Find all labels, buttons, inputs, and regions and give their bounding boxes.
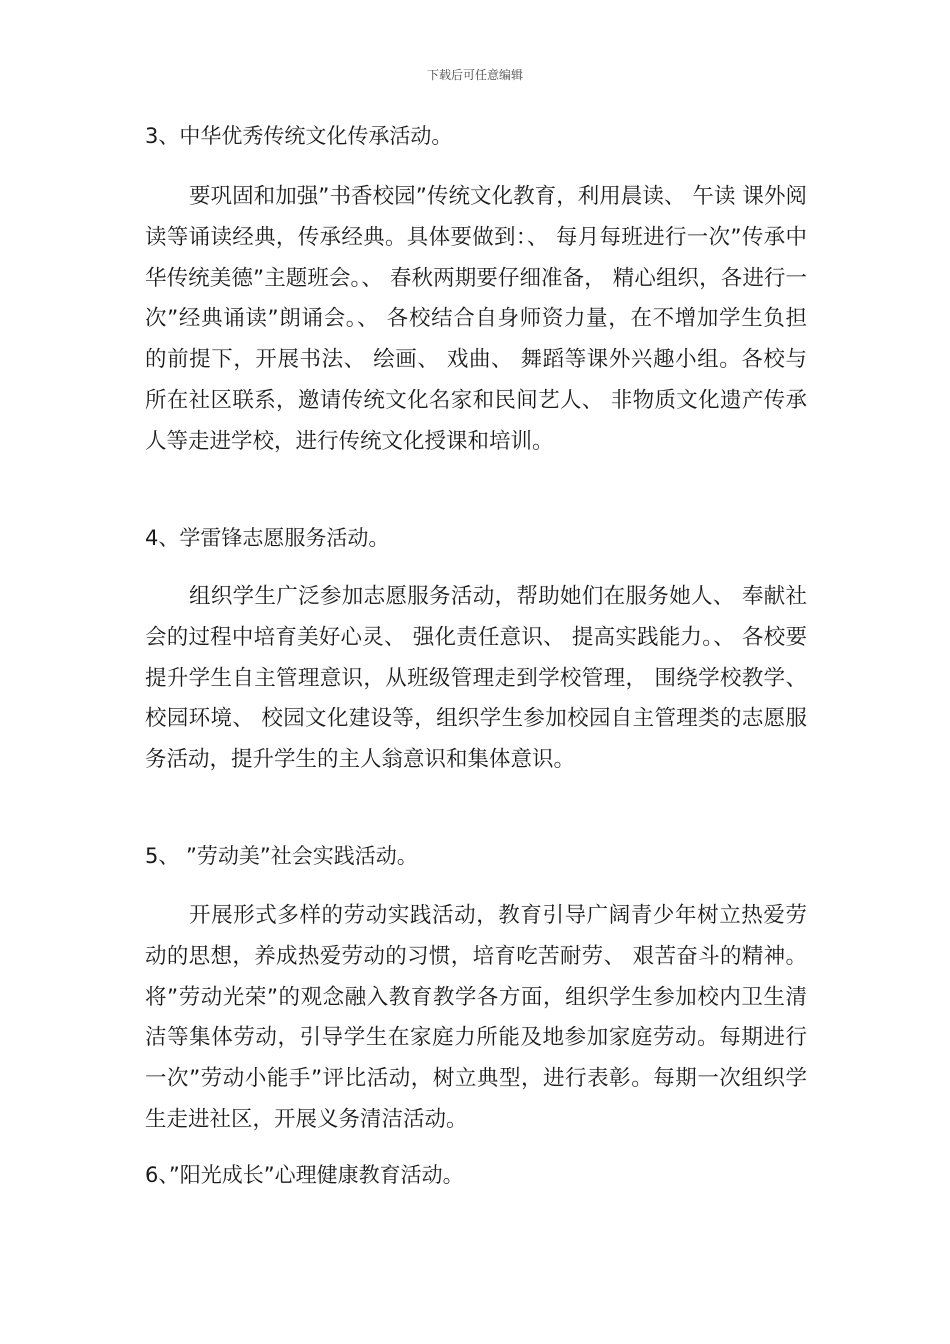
section-4-paragraph: 组织学生广泛参加志愿服务活动，帮助她们在服务她人、 奉献社会的过程中培育美好心灵、 强化责任意识、 提高实践能力。、 各校要提升学生自主管理意识，从班级管理走到学校管理， 围绕学校教学、 校园环境、 校园文化建设等，组织学生参加校园自主管理类的志愿服务活动，提升学生的主人翁意识和集体意识。	[145, 584, 807, 773]
section-3-heading: 3、中华优秀传统文化传承活动。	[145, 124, 453, 148]
header-note: 下载后可任意编辑	[426, 68, 523, 82]
section-5-heading: 5、 ”劳动美”社会实践活动。	[145, 844, 418, 868]
section-3-paragraph: 要巩固和加强”书香校园”传统文化教育，利用晨读、 午读 课外阅读等诵读经典，传承经典。具体要做到：、 每月每班进行一次”传承中华传统美德”主题班会。、 春秋两期要仔细准备， 精心组织，各进行一次”经典诵读”朗诵会。、 各校结合自身师资力量，在不增加学生负担的前提下，开展书法、 绘画、 戏曲、 舞蹈等课外兴趣小组。各校与所在社区联系，邀请传统文化名家和民间艺人、 非物质文化遗产传承人等走进学校，进行传统文化授课和培训。	[145, 184, 807, 454]
section-5-paragraph: 开展形式多样的劳动实践活动，教育引导广阔青少年树立热爱劳动的思想，养成热爱劳动的习惯，培育吃苦耐劳、 艰苦奋斗的精神。将”劳动光荣”的观念融入教育教学各方面，组织学生参加校内卫生清洁等集体劳动，引导学生在家庭力所能及地参加家庭劳动。每期进行一次”劳动小能手”评比活动，树立典型，进行表彰。每期一次组织学生走进社区，开展义务清洁活动。	[145, 903, 807, 1132]
section-6-heading: 6、”阳光成长”心理健康教育活动。	[145, 1163, 464, 1187]
section-4-heading: 4、学雷锋志愿服务活动。	[145, 526, 390, 550]
